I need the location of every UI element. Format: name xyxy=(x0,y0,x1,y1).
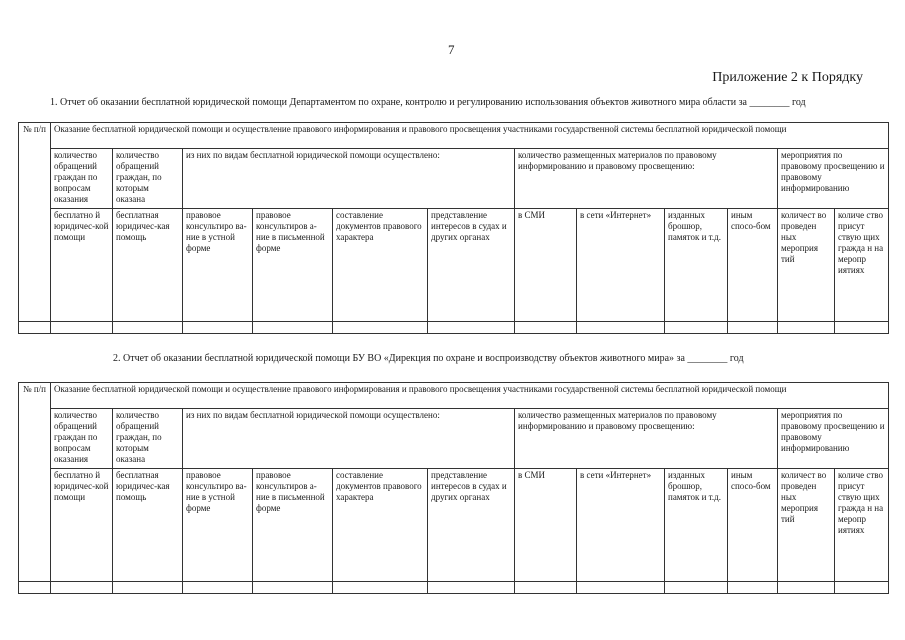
report-1-table xyxy=(18,122,889,334)
events-group-header: мероприятия по правовому просвещению и правовому информированию xyxy=(778,149,889,209)
citizens-helped-header-cont: бесплатная юридичес-кая помощь xyxy=(113,469,183,582)
empty-cell[interactable] xyxy=(51,322,113,334)
table-row xyxy=(19,582,889,594)
page-number: 7 xyxy=(448,42,455,57)
other-way-header: иным спосо-бом xyxy=(728,469,778,582)
other-way-header: иным спосо-бом xyxy=(728,209,778,322)
empty-cell[interactable] xyxy=(577,322,665,334)
empty-cell[interactable] xyxy=(428,582,515,594)
appendix-label: Приложение 2 к Порядку xyxy=(712,70,863,85)
documents-header: составление документов правового характера xyxy=(333,209,428,322)
events-count-header: количест во проведен ных мероприя тий xyxy=(778,469,835,582)
citizens-helped-header-cont: бесплатная юридичес-кая помощь xyxy=(113,209,183,322)
empty-cell[interactable] xyxy=(515,322,577,334)
citizens-asked-header-cont: бесплатно й юридичес-кой помощи xyxy=(51,209,113,322)
participants-header: количе ство присут ствую щих гражда н на меропр иятиях xyxy=(835,469,889,582)
empty-cell[interactable] xyxy=(428,322,515,334)
citizens-helped-header: количество обращений граждан, по которым оказана xyxy=(113,409,183,469)
empty-cell[interactable] xyxy=(333,322,428,334)
report-1-title: 1. Отчет об оказании бесплатной юридической помощи Департаментом по охране, контролю и регулированию использования объектов животного мира области за ________ год xyxy=(50,97,806,108)
oral-consultation-header: правовое консультиро ва-ние в устной форме xyxy=(183,209,253,322)
empty-cell[interactable] xyxy=(253,582,333,594)
written-consultation-header: правовое консультиров а-ние в письменной форме xyxy=(253,469,333,582)
empty-cell[interactable] xyxy=(778,322,835,334)
empty-cell[interactable] xyxy=(113,582,183,594)
citizens-asked-header: количество обращений граждан по вопросам оказания xyxy=(51,409,113,469)
empty-cell[interactable] xyxy=(19,582,51,594)
documents-header: составление документов правового характера xyxy=(333,469,428,582)
by-type-group-header: из них по видам бесплатной юридической помощи осуществлено: xyxy=(183,409,515,469)
empty-cell[interactable] xyxy=(835,582,889,594)
empty-cell[interactable] xyxy=(778,582,835,594)
internet-header: в сети «Интернет» xyxy=(577,469,665,582)
empty-cell[interactable] xyxy=(51,582,113,594)
empty-cell[interactable] xyxy=(19,322,51,334)
table-row xyxy=(19,322,889,334)
materials-group-header: количество размещенных материалов по правовому информированию и правовому просвещению: xyxy=(515,409,778,469)
empty-cell[interactable] xyxy=(665,322,728,334)
col-number-header: № п/п xyxy=(19,383,51,582)
report-2-title: 2. Отчет об оказании бесплатной юридической помощи БУ ВО «Дирекция по охране и воспроизводству объектов животного мира» за ________ год xyxy=(113,353,744,364)
court-representation-header: представление интересов в судах и других органах xyxy=(428,209,515,322)
smi-header: в СМИ xyxy=(515,469,577,582)
empty-cell[interactable] xyxy=(515,582,577,594)
empty-cell[interactable] xyxy=(728,582,778,594)
empty-cell[interactable] xyxy=(253,322,333,334)
oral-consultation-header: правовое консультиро ва-ние в устной форме xyxy=(183,469,253,582)
events-count-header: количест во проведен ных мероприя тий xyxy=(778,209,835,322)
court-representation-header: представление интересов в судах и других органах xyxy=(428,469,515,582)
empty-cell[interactable] xyxy=(835,322,889,334)
empty-cell[interactable] xyxy=(183,322,253,334)
written-consultation-header: правовое консультиров а-ние в письменной форме xyxy=(253,209,333,322)
empty-cell[interactable] xyxy=(665,582,728,594)
col-number-header: № п/п xyxy=(19,123,51,322)
empty-cell[interactable] xyxy=(577,582,665,594)
internet-header: в сети «Интернет» xyxy=(577,209,665,322)
citizens-asked-header-cont: бесплатно й юридичес-кой помощи xyxy=(51,469,113,582)
report-2-table xyxy=(18,382,889,594)
citizens-helped-header: количество обращений граждан, по которым оказана xyxy=(113,149,183,209)
empty-cell[interactable] xyxy=(183,582,253,594)
smi-header: в СМИ xyxy=(515,209,577,322)
brochures-header: изданных брошюр, памяток и т.д. xyxy=(665,469,728,582)
materials-group-header: количество размещенных материалов по правовому информированию и правовому просвещению: xyxy=(515,149,778,209)
events-group-header: мероприятия по правовому просвещению и правовому информированию xyxy=(778,409,889,469)
by-type-group-header: из них по видам бесплатной юридической помощи осуществлено: xyxy=(183,149,515,209)
participants-header: количе ство присут ствую щих гражда н на меропр иятиях xyxy=(835,209,889,322)
empty-cell[interactable] xyxy=(728,322,778,334)
empty-cell[interactable] xyxy=(333,582,428,594)
empty-cell[interactable] xyxy=(113,322,183,334)
citizens-asked-header: количество обращений граждан по вопросам оказания xyxy=(51,149,113,209)
brochures-header: изданных брошюр, памяток и т.д. xyxy=(665,209,728,322)
main-header: Оказание бесплатной юридической помощи и осуществление правового информирования и правового просвещения участниками государственной системы бесплатной юридической помощи xyxy=(51,123,889,149)
main-header: Оказание бесплатной юридической помощи и осуществление правового информирования и правового просвещения участниками государственной системы бесплатной юридической помощи xyxy=(51,383,889,409)
